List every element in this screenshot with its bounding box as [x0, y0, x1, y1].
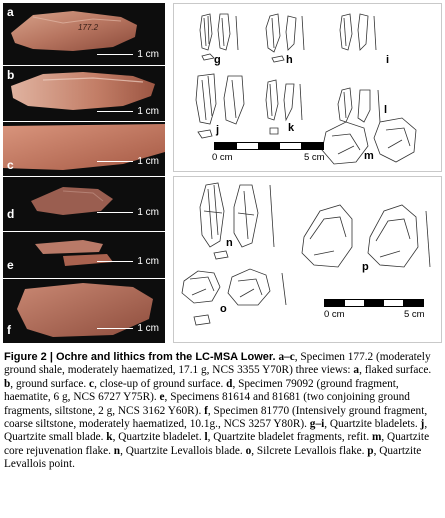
drawing-label-k: k — [288, 122, 295, 134]
drawing-label-j: j — [216, 124, 220, 136]
drawing-label-l: l — [384, 104, 388, 116]
caption-segment-text: , Quartzite small blade. — [4, 418, 428, 444]
panel-letter-b: b — [7, 68, 15, 82]
drawing-label-o: o — [220, 303, 227, 315]
drawing-panel-bottom — [173, 176, 442, 343]
caption-title: Figure 2 | Ochre and lithics from the LC-MSA Lower. — [4, 351, 276, 363]
panel-letter-f: f — [7, 323, 11, 337]
panel-letter-a: a — [7, 5, 14, 19]
caption-panel-ref: a — [353, 364, 360, 377]
scale-end-label-top: 5 cm — [304, 152, 325, 163]
drawing-label-h: h — [286, 54, 293, 66]
scale-ruler-bottom — [324, 299, 424, 307]
caption-segment-text: , Quartzite bladelets. — [324, 418, 421, 431]
caption-panel-ref: o — [245, 444, 252, 457]
panel-letter-e: e — [7, 258, 14, 272]
caption-segment-text: , Quartzite bladelet. — [112, 431, 205, 444]
ochre-specimen-d — [3, 177, 165, 231]
caption-segment-text: , Quartzite bladelet fragments, refit. — [207, 431, 372, 444]
scale-bar-d: 1 cm — [97, 207, 159, 218]
caption-panel-ref: a–c — [278, 351, 295, 363]
caption-panel-ref: j — [420, 418, 425, 431]
caption-segment-text: , Specimens 81614 and 81681 (two conjoining ground fragments, siltstone, 2 g, NCS 3162 Y60R). — [4, 391, 410, 417]
photo-panel-d — [3, 177, 165, 231]
scale-bar-c: 1 cm — [97, 156, 159, 167]
caption-segment-text: , Quartzite Levallois point. — [4, 444, 422, 471]
photo-panel-e — [3, 232, 165, 278]
scale-bar-a: 1 cm — [97, 49, 159, 60]
drawing-label-p: p — [362, 261, 369, 273]
drawing-label-m: m — [364, 150, 374, 162]
caption-panel-ref: n — [113, 444, 121, 457]
caption-panel-ref: p — [367, 444, 374, 457]
caption-segment-text: , Quartzite Levallois blade. — [120, 444, 246, 457]
photo-panel-a — [3, 3, 165, 65]
drawing-label-n: n — [226, 237, 233, 249]
drawing-label-g: g — [214, 54, 221, 66]
caption-panel-ref: b — [4, 377, 11, 390]
photo-panel-b — [3, 66, 165, 121]
scale-bar-b: 1 cm — [97, 106, 159, 117]
caption-body — [4, 351, 431, 470]
drawing-label-i: i — [386, 54, 390, 66]
panel-letter-c: c — [7, 158, 14, 172]
caption-panel-ref: g–i — [309, 418, 325, 431]
photo-panel-f — [3, 279, 165, 343]
caption-segment-text: , Specimen 79092 (ground fragment, haematite, 6 g, NCS 6727 Y75R). — [4, 377, 399, 404]
caption-segment-text: , ground surface. — [10, 377, 90, 390]
scale-end-label-bottom: 5 cm — [404, 309, 425, 320]
caption-panel-ref: l — [204, 431, 208, 444]
lithic-drawings-bottom — [174, 177, 441, 342]
caption-panel-ref: f — [204, 404, 208, 417]
figure-caption — [4, 351, 441, 472]
caption-panel-ref: c — [89, 377, 95, 390]
scale-ruler-top — [214, 142, 324, 150]
ochre-specimen-c — [3, 122, 165, 176]
caption-segment-text: , Specimen 177.2 (moderately ground shale, moderately haematized, 17.1 g, NCS 3355 Y70R) three views: — [4, 351, 431, 377]
caption-panel-ref: m — [371, 431, 382, 444]
caption-panel-ref: d — [226, 377, 233, 390]
caption-segment-text: , close-up of ground surface. — [94, 377, 227, 390]
caption-segment-text: , Quartzite core rejuvenation flake. — [4, 431, 430, 457]
photo-column — [3, 3, 165, 343]
caption-panel-ref: e — [159, 391, 165, 404]
drawing-panel-top — [173, 3, 442, 172]
scale-bar-f: 1 cm — [97, 323, 159, 334]
photo-panel-c — [3, 122, 165, 176]
specimen-inscription: 177.2 — [78, 23, 99, 32]
panel-letter-d: d — [7, 207, 15, 221]
scale-start-label-top: 0 cm — [212, 152, 233, 163]
scale-bar-e: 1 cm — [97, 256, 159, 267]
caption-segment-text: , flaked surface. — [359, 364, 432, 377]
ochre-specimen-e — [3, 232, 165, 278]
caption-segment-text: , Silcrete Levallois flake. — [251, 444, 368, 457]
caption-segment-text: , Specimen 81770 (Intensively ground fragment, coarse siltstone, moderately haematized, 10.1g., NCS 3257 Y80R). — [4, 404, 428, 431]
scale-start-label-bottom: 0 cm — [324, 309, 345, 320]
caption-panel-ref: k — [106, 431, 113, 444]
